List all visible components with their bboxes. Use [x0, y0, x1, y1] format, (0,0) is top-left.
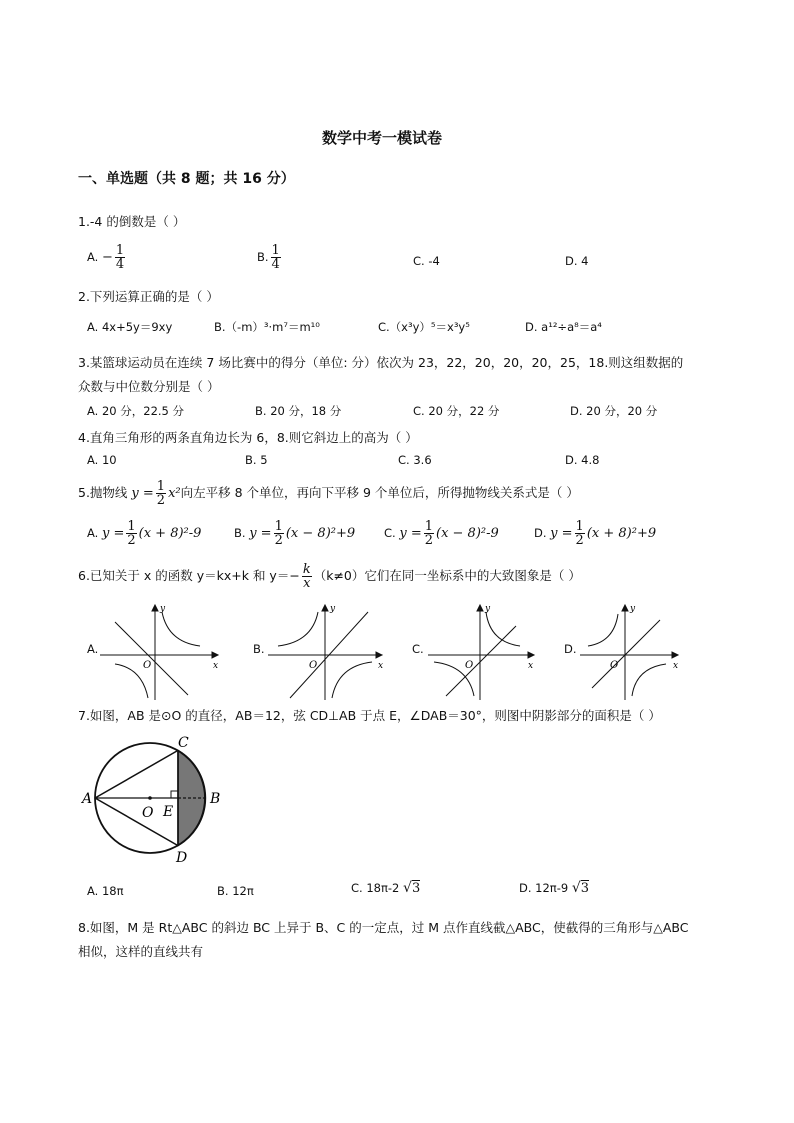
q5-option-d[interactable]	[534, 520, 656, 547]
axis-y-label: y	[630, 604, 636, 614]
q1-option-a-sign: −	[101, 250, 113, 265]
q2-option-b[interactable]: B.（-m）³·m⁷＝m¹⁰	[214, 320, 320, 334]
denominator: x	[303, 576, 311, 591]
origin-label: O	[309, 660, 318, 671]
q5-option-c[interactable]	[384, 520, 499, 547]
option-label: C.	[384, 526, 396, 540]
y-equals: y =	[550, 526, 573, 541]
radicand: 3	[411, 881, 421, 896]
denominator: 2	[274, 533, 283, 548]
q6-graph-c[interactable]	[428, 600, 553, 700]
expression-tail: (x − 8)²-9	[436, 526, 499, 541]
q7-option-d-text: D. 12π-9	[519, 881, 569, 895]
option-label: A.	[87, 526, 99, 540]
sqrt-icon: √	[571, 880, 581, 896]
q6-stem-prefix: 6.已知关于 x 的函数 y＝kx+k 和 y＝−	[78, 568, 300, 583]
q6-option-a-label[interactable]: A.	[87, 642, 99, 656]
question-7-stem: 7.如图，AB 是⊙O 的直径，AB＝12，弦 CD⊥AB 于点 E，∠DAB＝30°，则图中阴影部分的面积是（ ）	[78, 708, 661, 723]
label-c: C	[178, 735, 189, 751]
sqrt-icon: √	[403, 880, 412, 896]
segment-ac	[95, 750, 178, 798]
q5-stem-y: y =	[131, 486, 154, 501]
q5-option-b[interactable]	[234, 520, 355, 547]
origin-label: O	[610, 660, 619, 671]
q2-option-a[interactable]: A. 4x+5y＝9xy	[87, 320, 173, 334]
axis-x-label: x	[213, 661, 219, 671]
q4-option-b[interactable]: B. 5	[245, 453, 268, 467]
axis-x-label: x	[673, 661, 679, 671]
right-angle-mark	[171, 791, 178, 798]
axis-x-label: x	[528, 661, 534, 671]
hyperbola-branch-q2	[278, 612, 318, 646]
section-heading: 一、单选题（共 8 题；共 16 分）	[78, 171, 295, 187]
page-title: 数学中考一模试卷	[322, 129, 443, 147]
expression-tail: (x + 8)²+9	[586, 526, 657, 541]
q1-option-d[interactable]: D. 4	[565, 254, 589, 268]
denominator: 4	[271, 257, 280, 272]
x-arrow-icon	[672, 652, 678, 658]
q5-stem-fraction	[156, 480, 166, 507]
y-equals: y =	[399, 526, 422, 541]
q6-stem-suffix: （k≠0）它们在同一坐标系中的大致图象是（ ）	[313, 568, 581, 583]
question-3-stem-line2: 众数与中位数分别是（ ）	[78, 379, 220, 394]
q1-option-a-fraction	[115, 244, 125, 271]
label-e: E	[163, 804, 174, 820]
y-arrow-icon	[622, 605, 628, 611]
q7-option-c-text: C. 18π-2	[351, 881, 400, 895]
numerator: 1	[156, 479, 166, 494]
axis-y-label: y	[160, 604, 166, 614]
numerator: 1	[274, 519, 283, 534]
q6-graph-a[interactable]	[100, 600, 225, 700]
line-graph	[592, 620, 660, 688]
q3-option-c[interactable]: C. 20 分，22 分	[413, 404, 500, 418]
q6-option-b-label[interactable]: B.	[253, 642, 265, 656]
hyperbola-branch-q1	[162, 612, 200, 646]
question-8-stem-line2: 相似，这样的直线共有	[78, 944, 204, 959]
half-fraction	[575, 520, 585, 547]
option-label: D.	[534, 526, 547, 540]
radicand: 3	[580, 881, 590, 896]
q4-option-d[interactable]: D. 4.8	[565, 453, 600, 467]
x-arrow-icon	[528, 652, 534, 658]
q4-option-c[interactable]: C. 3.6	[398, 453, 432, 467]
question-1-stem: 1.-4 的倒数是（ ）	[78, 214, 186, 229]
q5-option-a[interactable]	[87, 520, 201, 547]
y-equals: y =	[101, 526, 125, 541]
hyperbola-branch-q1	[486, 612, 520, 646]
q7-option-c[interactable]	[351, 880, 420, 896]
y-arrow-icon	[322, 605, 328, 611]
q6-graph-d[interactable]	[580, 600, 685, 700]
numerator: 1	[271, 243, 280, 258]
q5-stem-suffix: 向左平移 8 个单位，再向下平移 9 个单位后，所得抛物线关系式是（ ）	[180, 485, 579, 500]
q7-option-b[interactable]: B. 12π	[217, 884, 254, 898]
label-a: A	[82, 791, 93, 807]
numerator: k	[302, 562, 311, 577]
q5-stem-x2: x²	[168, 486, 181, 501]
expression-tail: (x − 8)²+9	[285, 526, 356, 541]
center-point	[148, 796, 152, 800]
label-b: B	[210, 791, 221, 807]
q3-option-a[interactable]: A. 20 分，22.5 分	[87, 404, 185, 418]
q6-option-d-label[interactable]: D.	[564, 642, 577, 656]
q7-option-d[interactable]	[519, 880, 589, 896]
label-o: O	[142, 805, 154, 821]
q6-stem-fraction	[302, 563, 312, 590]
q1-option-b[interactable]	[257, 244, 283, 271]
expression-tail: (x + 8)²-9	[138, 526, 202, 541]
question-5-stem	[78, 480, 579, 507]
axis-y-label: y	[485, 604, 491, 614]
q1-option-b-label: B.	[257, 250, 269, 264]
origin-label: O	[465, 660, 474, 671]
axis-x-label: x	[378, 661, 384, 671]
numerator: 1	[424, 519, 433, 534]
denominator: 2	[575, 533, 584, 548]
q4-option-a[interactable]: A. 10	[87, 453, 117, 467]
x-arrow-icon	[376, 652, 382, 658]
numerator: 1	[127, 519, 136, 534]
question-8-stem-line1: 8.如图，M 是 Rt△ABC 的斜边 BC 上异于 B、C 的一定点，过 M 点作直线截△ABC，使截得的三角形与△ABC	[78, 920, 689, 935]
question-4-stem: 4.直角三角形的两条直角边长为 6，8.则它斜边上的高为（ ）	[78, 430, 418, 445]
hyperbola-branch-q4	[332, 662, 372, 698]
question-2-stem: 2.下列运算正确的是（ ）	[78, 289, 219, 304]
option-label: B.	[234, 526, 246, 540]
numerator: 1	[575, 519, 584, 534]
line-graph	[115, 622, 188, 695]
q2-option-c[interactable]: C.（x³y）⁵＝x³y⁵	[378, 320, 470, 334]
denominator: 2	[127, 533, 136, 548]
denominator: 2	[156, 493, 166, 508]
half-fraction	[126, 520, 136, 547]
question-3-stem-line1: 3.某篮球运动员在连续 7 场比赛中的得分（单位: 分）依次为 23，22，20，20，20，25，18.则这组数据的	[78, 355, 684, 370]
q1-option-a-label: A.	[87, 250, 99, 264]
q1-option-a[interactable]	[87, 244, 127, 271]
numerator: 1	[115, 243, 125, 258]
q7-circle-figure	[80, 730, 230, 870]
axis-y-label: y	[330, 604, 336, 614]
q3-option-d[interactable]: D. 20 分，20 分	[570, 404, 658, 418]
origin-label: O	[143, 660, 152, 671]
q6-graph-b[interactable]	[268, 600, 393, 700]
q5-stem-prefix: 5.抛物线	[78, 485, 128, 500]
q7-option-a[interactable]: A. 18π	[87, 884, 124, 898]
question-6-stem	[78, 563, 581, 590]
half-fraction	[424, 520, 434, 547]
q6-option-c-label[interactable]: C.	[412, 642, 424, 656]
q3-option-b[interactable]: B. 20 分，18 分	[255, 404, 342, 418]
denominator: 4	[115, 257, 125, 272]
y-arrow-icon	[152, 605, 158, 611]
label-d: D	[176, 850, 188, 866]
y-arrow-icon	[477, 605, 483, 611]
shaded-segment	[178, 750, 205, 845]
q1-option-c[interactable]: C. -4	[413, 254, 440, 268]
q1-option-b-fraction	[271, 244, 281, 271]
q2-option-d[interactable]: D. a¹²÷a⁸＝a⁴	[525, 320, 602, 334]
y-equals: y =	[249, 526, 272, 541]
hyperbola-branch-q2	[588, 614, 618, 646]
hyperbola-branch-q4	[632, 664, 666, 696]
x-arrow-icon	[212, 652, 218, 658]
half-fraction	[274, 520, 284, 547]
denominator: 2	[424, 533, 433, 548]
line-graph	[446, 626, 516, 696]
